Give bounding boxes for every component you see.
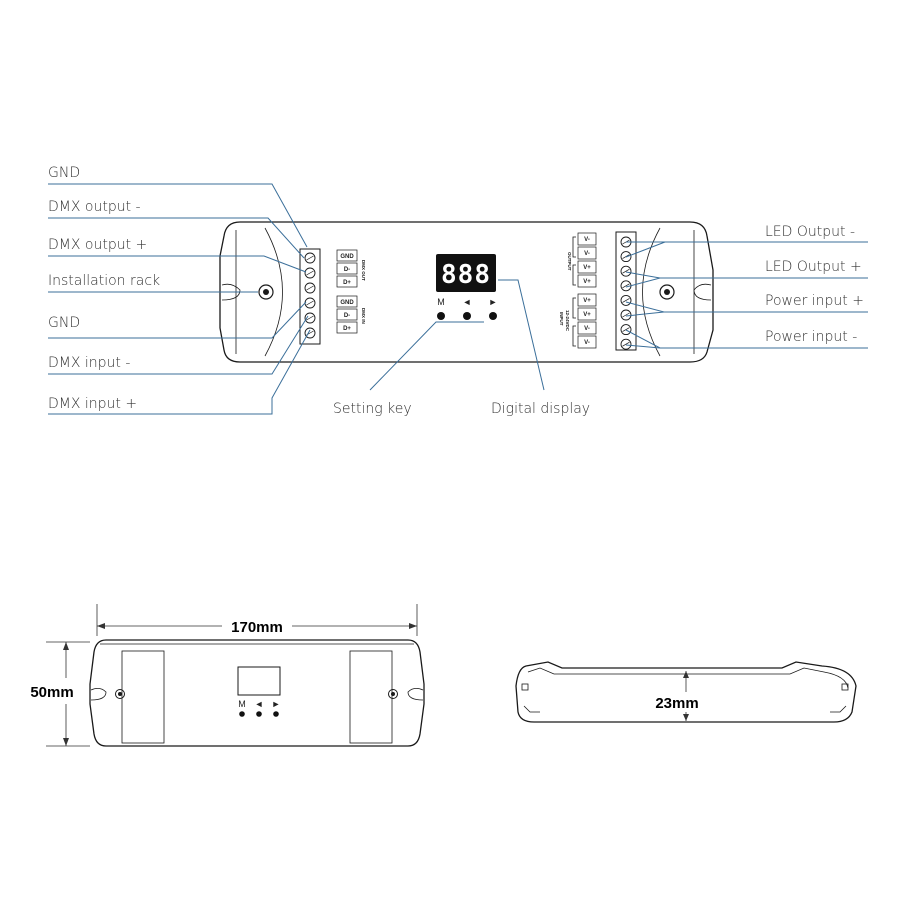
dim-height: 23mm <box>655 695 699 712</box>
input-caption: INPUT <box>559 312 564 326</box>
left-labels <box>48 165 160 412</box>
label-gnd-in: GND <box>48 315 81 331</box>
dmx-out-dminus: D- <box>343 267 351 273</box>
label-dmx-output-minus: DMX output - <box>48 199 141 215</box>
label-led-output-minus: LED Output - <box>765 224 856 240</box>
label-dmx-input-plus: DMX input + <box>48 396 138 412</box>
output-caption: OUTPUT <box>567 252 572 271</box>
dmx-in-gnd: GND <box>340 300 354 306</box>
input-v-2: V+ <box>583 312 591 318</box>
front-button-m <box>239 711 245 717</box>
dmx-in-dminus: D- <box>343 313 351 319</box>
left-screw-center <box>263 289 269 295</box>
front-button-label-m: M <box>238 699 246 709</box>
output-v-2: V- <box>584 251 590 257</box>
output-v-3: V+ <box>583 265 591 271</box>
input-voltage: 12-24VDC <box>565 310 570 332</box>
input-v-1: V+ <box>583 298 591 304</box>
button-m[interactable] <box>437 312 445 320</box>
label-installation-rack: Installation rack <box>48 273 161 289</box>
output-v-1: V- <box>584 237 590 243</box>
button-right[interactable] <box>489 312 497 320</box>
front-button-left <box>256 711 262 717</box>
label-led-output-plus: LED Output + <box>765 259 862 275</box>
dmx-in-dplus: D+ <box>343 326 351 332</box>
dmx-out-caption: DMX OUT <box>361 260 366 281</box>
label-power-input-minus: Power input - <box>765 329 858 345</box>
dim-width: 50mm <box>30 684 74 701</box>
device-top-view <box>220 222 713 362</box>
button-label-left: ◄ <box>462 297 472 307</box>
button-label-m: M <box>437 297 445 307</box>
front-button-right <box>273 711 279 717</box>
label-power-input-plus: Power input + <box>765 293 864 309</box>
output-v-4: V+ <box>583 279 591 285</box>
device-front-view <box>30 604 424 746</box>
label-dmx-output-plus: DMX output + <box>48 237 148 253</box>
input-v-3: V- <box>584 326 590 332</box>
button-label-right: ► <box>488 297 498 307</box>
dmx-in-caption: DMX IN <box>361 308 366 324</box>
dmx-out-gnd: GND <box>340 254 354 260</box>
dim-length: 170mm <box>231 619 283 636</box>
button-left[interactable] <box>463 312 471 320</box>
display-digits: 888 <box>441 260 491 290</box>
input-v-4: V- <box>584 340 590 346</box>
device-side-view <box>516 662 856 722</box>
right-screw-center <box>664 289 670 295</box>
label-digital-display: Digital display <box>491 401 591 417</box>
label-dmx-input-minus: DMX input - <box>48 355 131 371</box>
dmx-out-dplus: D+ <box>343 280 351 286</box>
front-display <box>238 667 280 695</box>
front-button-label-left: ◄ <box>254 699 264 709</box>
label-setting-key: Setting key <box>333 401 412 417</box>
label-gnd-out: GND <box>48 165 81 181</box>
front-button-label-right: ► <box>271 699 281 709</box>
